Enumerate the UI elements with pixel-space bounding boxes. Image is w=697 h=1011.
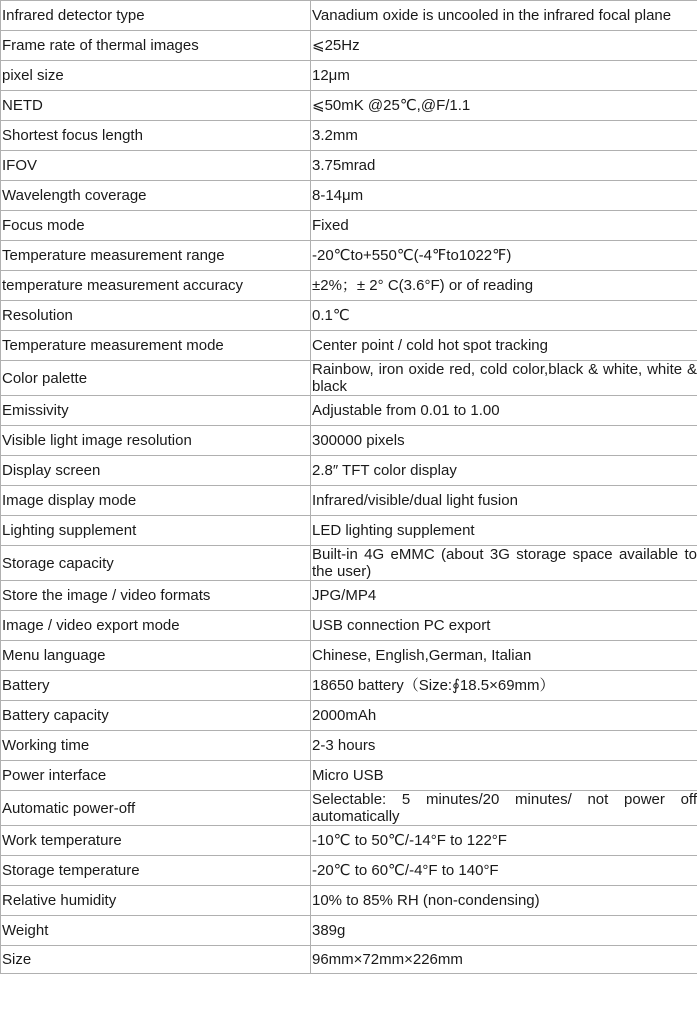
- spec-value: LED lighting supplement: [311, 516, 697, 546]
- spec-label: Wavelength coverage: [1, 181, 311, 211]
- spec-value: USB connection PC export: [311, 611, 697, 641]
- spec-row-menu-language: [1, 641, 697, 671]
- spec-label: Image display mode: [1, 486, 311, 516]
- spec-value: 3.75mrad: [311, 151, 697, 181]
- spec-label: Storage temperature: [1, 856, 311, 886]
- spec-value: 18650 battery（Size:∮18.5×69mm）: [311, 671, 697, 701]
- spec-label: Display screen: [1, 456, 311, 486]
- spec-value: Selectable: 5 minutes/20 minutes/ not power off automatically: [312, 791, 697, 825]
- spec-label: Power interface: [1, 761, 311, 791]
- spec-label: Visible light image resolution: [1, 426, 311, 456]
- spec-label: Infrared detector type: [1, 1, 311, 31]
- spec-value: Infrared/visible/dual light fusion: [311, 486, 697, 516]
- spec-row-battery: [1, 671, 697, 701]
- spec-value: 96mm×72mm×226mm: [311, 946, 697, 974]
- spec-row-image-display-mode: [1, 486, 697, 516]
- spec-row-work-temperature: [1, 826, 697, 856]
- spec-label: Weight: [1, 916, 311, 946]
- spec-value: ±2%；± 2° C(3.6°F) or of reading: [311, 271, 697, 301]
- spec-label: Working time: [1, 731, 311, 761]
- spec-value: 12μm: [311, 61, 697, 91]
- spec-row-ifov: [1, 151, 697, 181]
- spec-value: 389g: [311, 916, 697, 946]
- spec-label: Menu language: [1, 641, 311, 671]
- spec-value: Rainbow, iron oxide red, cold color,black & white, white & black: [312, 361, 697, 395]
- spec-value: JPG/MP4: [311, 581, 697, 611]
- spec-label: Focus mode: [1, 211, 311, 241]
- spec-label: Relative humidity: [1, 886, 311, 916]
- spec-label: IFOV: [1, 151, 311, 181]
- spec-row-display-screen: [1, 456, 697, 486]
- spec-row-shortest-focus-length: [1, 121, 697, 151]
- spec-row-store-image-video-formats: [1, 581, 697, 611]
- spec-value: Built-in 4G eMMC (about 3G storage space available to the user): [312, 546, 697, 580]
- spec-row-size: [1, 946, 697, 974]
- spec-row-color-palette: [1, 361, 697, 396]
- spec-value: 0.1℃: [311, 301, 697, 331]
- spec-label: Store the image / video formats: [1, 581, 311, 611]
- spec-row-image-video-export-mode: [1, 611, 697, 641]
- spec-row-pixel-size: [1, 61, 697, 91]
- spec-row-relative-humidity: [1, 886, 697, 916]
- spec-value: 2-3 hours: [311, 731, 697, 761]
- spec-row-battery-capacity: [1, 701, 697, 731]
- spec-value: Fixed: [311, 211, 697, 241]
- spec-row-automatic-power-off: [1, 791, 697, 826]
- spec-label: Resolution: [1, 301, 311, 331]
- spec-value: 8-14μm: [311, 181, 697, 211]
- spec-row-focus-mode: [1, 211, 697, 241]
- spec-label: Emissivity: [1, 396, 311, 426]
- spec-value: 10% to 85% RH (non-condensing): [311, 886, 697, 916]
- spec-value: -20℃to+550℃(-4℉to1022℉): [311, 241, 697, 271]
- spec-row-temperature-measurement-mode: [1, 331, 697, 361]
- spec-value: 2.8″ TFT color display: [311, 456, 697, 486]
- spec-value: -10℃ to 50℃/-14°F to 122°F: [311, 826, 697, 856]
- spec-label: Storage capacity: [1, 546, 311, 581]
- spec-label: Shortest focus length: [1, 121, 311, 151]
- spec-row-frame-rate: [1, 31, 697, 61]
- spec-value: 300000 pixels: [311, 426, 697, 456]
- spec-label: temperature measurement accuracy: [1, 271, 311, 301]
- spec-label: Lighting supplement: [1, 516, 311, 546]
- spec-value: ⩽50mK @25℃,@F/1.1: [311, 91, 697, 121]
- spec-row-wavelength-coverage: [1, 181, 697, 211]
- spec-row-netd: [1, 91, 697, 121]
- spec-label: Work temperature: [1, 826, 311, 856]
- spec-value: Chinese, English,German, Italian: [311, 641, 697, 671]
- spec-row-storage-temperature: [1, 856, 697, 886]
- spec-value: Adjustable from 0.01 to 1.00: [311, 396, 697, 426]
- spec-value: Vanadium oxide is uncooled in the infrared focal plane: [311, 1, 697, 31]
- spec-label: Battery: [1, 671, 311, 701]
- spec-row-temperature-measurement-accuracy: [1, 271, 697, 301]
- spec-label: NETD: [1, 91, 311, 121]
- spec-label: Temperature measurement range: [1, 241, 311, 271]
- spec-value: -20℃ to 60℃/-4°F to 140°F: [311, 856, 697, 886]
- spec-label: Battery capacity: [1, 701, 311, 731]
- spec-label: Temperature measurement mode: [1, 331, 311, 361]
- spec-row-weight: [1, 916, 697, 946]
- spec-label: Size: [1, 946, 311, 974]
- spec-row-temperature-measurement-range: [1, 241, 697, 271]
- spec-row-visible-light-image-resolution: [1, 426, 697, 456]
- spec-value: ⩽25Hz: [311, 31, 697, 61]
- spec-label: Automatic power-off: [1, 791, 311, 826]
- spec-row-lighting-supplement: [1, 516, 697, 546]
- spec-row-power-interface: [1, 761, 697, 791]
- spec-label: Image / video export mode: [1, 611, 311, 641]
- spec-row-infrared-detector-type: [1, 1, 697, 31]
- spec-row-emissivity: [1, 396, 697, 426]
- spec-row-storage-capacity: [1, 546, 697, 581]
- spec-row-resolution: [1, 301, 697, 331]
- spec-label: pixel size: [1, 61, 311, 91]
- spec-value: Center point / cold hot spot tracking: [311, 331, 697, 361]
- spec-value: 2000mAh: [311, 701, 697, 731]
- spec-value: 3.2mm: [311, 121, 697, 151]
- spec-value: Micro USB: [311, 761, 697, 791]
- spec-label: Frame rate of thermal images: [1, 31, 311, 61]
- spec-row-working-time: [1, 731, 697, 761]
- spec-label: Color palette: [1, 361, 311, 396]
